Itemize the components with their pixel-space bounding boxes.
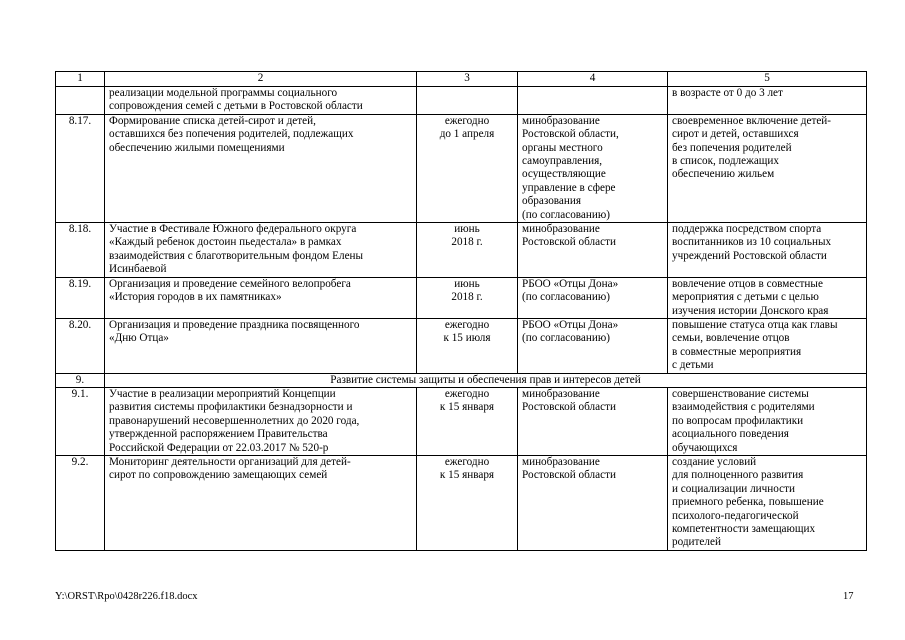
cell-text-line: вовлечение отцов в совместные [672,277,823,290]
cell-text-line: для полноценного развития [672,469,804,482]
result-cell [668,318,867,373]
cell-text-line: 2018 г. [451,236,483,249]
header-cell-3: 3 [417,72,518,87]
table-header-row [56,72,867,87]
cell-text-line: (по согласованию) [522,332,610,345]
cell-text-line: к 15 января [439,401,495,414]
executor-cell [518,223,668,278]
cell-text-line: Ростовской области [522,401,616,414]
row-number-cell: 8.19. [56,277,105,318]
cell-text-line: учреждений Ростовской области [672,249,827,262]
action-cell [105,223,417,278]
result-cell [668,455,867,550]
cell-text-line: управление в сфере [522,181,616,194]
action-cell [105,114,417,222]
table-row [56,87,867,115]
cell-text-line: повышение статуса отца как главы [672,318,838,331]
term-cell [417,277,518,318]
table-row [56,114,867,222]
cell-text-line: Ростовской области [522,236,616,249]
cell-text-line: семьи, вовлечение отцов [672,332,790,345]
cell-text-line: изучения истории Донского края [672,304,829,317]
cell-text-line: июнь [454,223,480,236]
cell-text-line: Участие в Фестивале Южного федерального округа [109,223,357,236]
term-cell [417,114,518,222]
cell-text-line: психолого-педагогической [672,509,799,522]
action-cell [105,87,417,115]
cell-text-line: образования [522,195,582,208]
cell-text-line: сопровождения семей с детьми в Ростовской области [109,100,363,113]
cell-text-line: минобразование [522,387,600,400]
cell-text-line: июнь [454,277,480,290]
executor-cell [518,318,668,373]
term-cell [417,387,518,455]
cell-text-line: с детьми [672,359,714,372]
cell-text-line: «Каждый ребенок достоин пьедестала» в рамках [109,236,342,249]
cell-text-line: «История городов в их памятниках» [109,291,282,304]
cell-text-line: своевременное включение детей- [672,114,832,127]
row-number-cell: 8.18. [56,223,105,278]
cell-text-line: минобразование [522,223,600,236]
executor-cell [518,87,668,115]
measures-table [55,71,867,551]
cell-text-line: сирот и детей, оставшихся [672,128,799,141]
cell-text-line: утвержденной распоряжением Правительства [109,428,328,441]
cell-text-line: Организация и проведение праздника посвященного [109,318,360,331]
cell-text-line: Участие в реализации мероприятий Концепции [109,387,336,400]
cell-text-line: ежегодно [444,387,490,400]
cell-text-line: компетентности замещающих [672,523,816,535]
executor-cell [518,114,668,222]
result-cell [668,277,867,318]
row-number-cell: 8.17. [56,114,105,222]
cell-text-line: реализации модельной программы социального [109,87,338,99]
cell-text-line: ежегодно [444,114,490,127]
cell-text-line: воспитанников из 10 социальных [672,236,832,249]
result-cell [668,87,867,115]
cell-text-line: «Дню Отца» [109,332,169,345]
table-row [56,223,867,278]
header-cell-4: 4 [518,72,668,87]
executor-cell [518,277,668,318]
cell-text-line: совершенствование системы [672,387,809,400]
cell-text-line: обеспечению жильем [672,168,775,181]
table-row [56,277,867,318]
cell-text-line: минобразование [522,455,600,468]
cell-text-line: взаимодействия с родителями [672,401,815,414]
cell-text-line: (по согласованию) [522,291,610,304]
cell-text-line: ежегодно [444,318,490,331]
table-row [56,455,867,550]
cell-text-line: ежегодно [444,455,490,468]
cell-text-line: Исинбаевой [109,263,167,276]
footer-page-number: 17 [843,591,854,602]
header-cell-2: 2 [105,72,417,87]
cell-text-line: в совместные мероприятия [672,345,802,358]
row-number-cell: 9.2. [56,455,105,550]
cell-text-line: без попечения родителей [672,141,792,154]
cell-text-line: мероприятия с детьми с целью [672,291,819,304]
cell-text-line: к 15 января [439,469,495,482]
cell-text-line: 2018 г. [451,291,483,304]
cell-text-line: минобразование [522,114,600,127]
cell-text-line: обучающихся [672,441,738,454]
term-cell [417,455,518,550]
cell-text-line: до 1 апреля [439,128,495,141]
table-row [56,318,867,373]
header-cell-1: 1 [56,72,105,87]
header-cell-5: 5 [668,72,867,87]
cell-text-line: родителей [672,536,721,549]
term-cell [417,318,518,373]
result-cell [668,387,867,455]
cell-text-line: РБОО «Отцы Дона» [522,318,619,331]
term-cell [417,87,518,115]
cell-text-line: по вопросам профилактики [672,414,804,427]
action-cell [105,318,417,373]
action-cell [105,455,417,550]
cell-text-line: Ростовской области, [522,128,619,141]
cell-text-line: обеспечению жилыми помещениями [109,141,285,154]
cell-text-line: Организация и проведение семейного велопробега [109,277,351,290]
cell-text-line: правонарушений несовершеннолетних до 2020 года, [109,414,360,427]
cell-text-line: поддержка посредством спорта [672,223,822,236]
cell-text-line: осуществляющие [522,168,606,181]
section-number: 9. [56,373,105,387]
cell-text-line: к 15 июля [443,332,491,345]
row-number-cell [56,87,105,115]
table-row [56,387,867,455]
action-cell [105,387,417,455]
term-cell [417,223,518,278]
action-cell [105,277,417,318]
result-cell [668,223,867,278]
cell-text-line: Ростовской области [522,469,616,482]
cell-text-line: асоциального поведения [672,428,789,441]
cell-text-line: сирот по сопровождению замещающих семей [109,469,328,482]
footer-file-path: Y:\ORST\Rpo\0428r226.f18.docx [55,591,198,602]
cell-text-line: Российской Федерации от 22.03.2017 № 520-р [109,441,329,454]
cell-text-line: в возрасте от 0 до 3 лет [672,87,783,99]
cell-text-line: Формирование списка детей-сирот и детей, [109,114,316,127]
row-number-cell: 9.1. [56,387,105,455]
cell-text-line: приемного ребенка, повышение [672,496,824,509]
executor-cell [518,387,668,455]
result-cell [668,114,867,222]
cell-text-line: органы местного [522,141,603,154]
cell-text-line: создание условий [672,455,757,468]
cell-text-line: самоуправления, [522,155,603,168]
row-number-cell: 8.20. [56,318,105,373]
section-row [56,373,867,387]
cell-text-line: взаимодействия с благотворительным фондом Елены [109,249,364,262]
cell-text-line: оставшихся без попечения родителей, подлежащих [109,128,354,141]
cell-text-line: в список, подлежащих [672,155,779,168]
cell-text-line: РБОО «Отцы Дона» [522,277,619,290]
section-title: Развитие системы защиты и обеспечения прав и интересов детей [105,373,867,387]
cell-text-line: развития системы профилактики безнадзорности и [109,401,353,414]
executor-cell [518,455,668,550]
cell-text-line: и социализации личности [672,482,795,495]
cell-text-line: (по согласованию) [522,208,610,221]
cell-text-line: Мониторинг деятельности организаций для детей- [109,455,351,468]
